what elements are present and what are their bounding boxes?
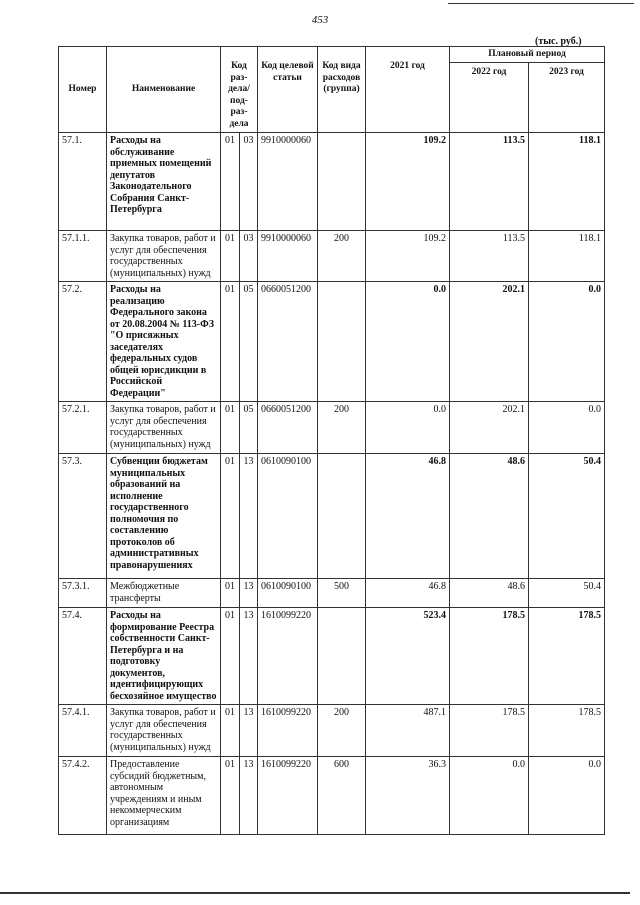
row-value-2023: 50.4 <box>529 454 605 579</box>
header-number: Номер <box>59 47 107 133</box>
row-value-2021: 0.0 <box>366 402 450 454</box>
row-value-2023: 178.5 <box>529 705 605 757</box>
row-number: 57.3.1. <box>59 579 107 608</box>
row-value-2022: 202.1 <box>450 402 529 454</box>
row-section: 01 <box>221 757 240 835</box>
row-value-2021: 46.8 <box>366 579 450 608</box>
row-expense-code: 200 <box>318 402 366 454</box>
row-expense-code: 500 <box>318 579 366 608</box>
row-value-2021: 109.2 <box>366 133 450 231</box>
row-subsection: 13 <box>240 454 258 579</box>
table-row <box>59 282 605 402</box>
row-target-code: 0660051200 <box>258 402 318 454</box>
row-number: 57.2.1. <box>59 402 107 454</box>
table-row <box>59 757 605 835</box>
row-target-code: 1610099220 <box>258 757 318 835</box>
row-value-2023: 118.1 <box>529 231 605 282</box>
row-value-2023: 0.0 <box>529 402 605 454</box>
row-number: 57.1. <box>59 133 107 231</box>
row-target-code: 0610090100 <box>258 579 318 608</box>
row-expense-code: 200 <box>318 231 366 282</box>
header-section: Код раз-дела/ под-раз-дела <box>221 47 258 133</box>
row-target-code: 0610090100 <box>258 454 318 579</box>
row-section: 01 <box>221 282 240 402</box>
row-target-code: 9910000060 <box>258 231 318 282</box>
row-section: 01 <box>221 454 240 579</box>
table-row <box>59 402 605 454</box>
row-value-2022: 178.5 <box>450 705 529 757</box>
row-value-2022: 0.0 <box>450 757 529 835</box>
header-name: Наименование <box>107 47 221 133</box>
row-target-code: 9910000060 <box>258 133 318 231</box>
row-section: 01 <box>221 133 240 231</box>
row-subsection: 13 <box>240 608 258 705</box>
row-subsection: 03 <box>240 133 258 231</box>
row-expense-code: 200 <box>318 705 366 757</box>
row-value-2021: 523.4 <box>366 608 450 705</box>
row-section: 01 <box>221 579 240 608</box>
header-expense: Код вида расходов (группа) <box>318 47 366 133</box>
row-value-2022: 202.1 <box>450 282 529 402</box>
row-number: 57.2. <box>59 282 107 402</box>
row-subsection: 05 <box>240 282 258 402</box>
row-value-2022: 113.5 <box>450 133 529 231</box>
row-value-2022: 48.6 <box>450 579 529 608</box>
row-section: 01 <box>221 705 240 757</box>
top-rule <box>448 3 634 4</box>
header-target: Код целевой статьи <box>258 47 318 133</box>
row-name: Расходы на формирование Реестра собственности Санкт-Петербурга и на подготовку документов, идентифицирующих бесхозяйное имущество <box>107 608 221 705</box>
row-value-2021: 0.0 <box>366 282 450 402</box>
table-row <box>59 579 605 608</box>
row-name: Субвенции бюджетам муниципальных образований на исполнение государственного полномочия по составлению протоколов об административных правонарушениях <box>107 454 221 579</box>
units-label: (тыс. руб.) <box>535 36 582 47</box>
row-value-2021: 46.8 <box>366 454 450 579</box>
row-expense-code <box>318 454 366 579</box>
row-name: Закупка товаров, работ и услуг для обеспечения государственных (муниципальных) нужд <box>107 402 221 454</box>
table-row <box>59 608 605 705</box>
row-number: 57.4.2. <box>59 757 107 835</box>
table-body <box>59 133 605 835</box>
row-name: Расходы на реализацию Федерального закона от 20.08.2004 № 113-ФЗ "О присяжных заседателях федеральных судов общей юрисдикции в Российской Федерации" <box>107 282 221 402</box>
row-subsection: 13 <box>240 757 258 835</box>
header-row-1 <box>59 47 605 63</box>
header-2023: 2023 год <box>529 62 605 132</box>
row-expense-code <box>318 282 366 402</box>
row-value-2022: 178.5 <box>450 608 529 705</box>
row-number: 57.1.1. <box>59 231 107 282</box>
table-row <box>59 133 605 231</box>
row-number: 57.4. <box>59 608 107 705</box>
row-name: Расходы на обслуживание приемных помещений депутатов Законодательного Собрания Санкт-Петербурга <box>107 133 221 231</box>
row-value-2021: 109.2 <box>366 231 450 282</box>
row-expense-code <box>318 133 366 231</box>
row-value-2023: 50.4 <box>529 579 605 608</box>
bottom-rule <box>0 892 630 894</box>
table-row <box>59 705 605 757</box>
row-expense-code <box>318 608 366 705</box>
row-subsection: 03 <box>240 231 258 282</box>
row-value-2021: 36.3 <box>366 757 450 835</box>
row-value-2023: 178.5 <box>529 608 605 705</box>
header-planned-period: Плановый период <box>450 47 605 63</box>
row-name: Закупка товаров, работ и услуг для обеспечения государственных (муниципальных) нужд <box>107 231 221 282</box>
row-section: 01 <box>221 231 240 282</box>
row-value-2023: 0.0 <box>529 282 605 402</box>
page-number: 453 <box>311 14 329 26</box>
row-target-code: 0660051200 <box>258 282 318 402</box>
row-section: 01 <box>221 402 240 454</box>
row-expense-code: 600 <box>318 757 366 835</box>
row-name: Закупка товаров, работ и услуг для обеспечения государственных (муниципальных) нужд <box>107 705 221 757</box>
row-number: 57.4.1. <box>59 705 107 757</box>
table-row <box>59 454 605 579</box>
row-value-2023: 118.1 <box>529 133 605 231</box>
header-2022: 2022 год <box>450 62 529 132</box>
row-subsection: 05 <box>240 402 258 454</box>
row-name: Предоставление субсидий бюджетным, автономным учреждениям и иным некоммерческим организациям <box>107 757 221 835</box>
row-section: 01 <box>221 608 240 705</box>
row-value-2023: 0.0 <box>529 757 605 835</box>
row-subsection: 13 <box>240 579 258 608</box>
row-subsection: 13 <box>240 705 258 757</box>
row-target-code: 1610099220 <box>258 705 318 757</box>
table-row <box>59 231 605 282</box>
row-target-code: 1610099220 <box>258 608 318 705</box>
row-name: Межбюджетные трансферты <box>107 579 221 608</box>
row-number: 57.3. <box>59 454 107 579</box>
row-value-2022: 113.5 <box>450 231 529 282</box>
header-2021: 2021 год <box>366 47 450 133</box>
row-value-2021: 487.1 <box>366 705 450 757</box>
row-value-2022: 48.6 <box>450 454 529 579</box>
budget-table <box>58 46 605 835</box>
